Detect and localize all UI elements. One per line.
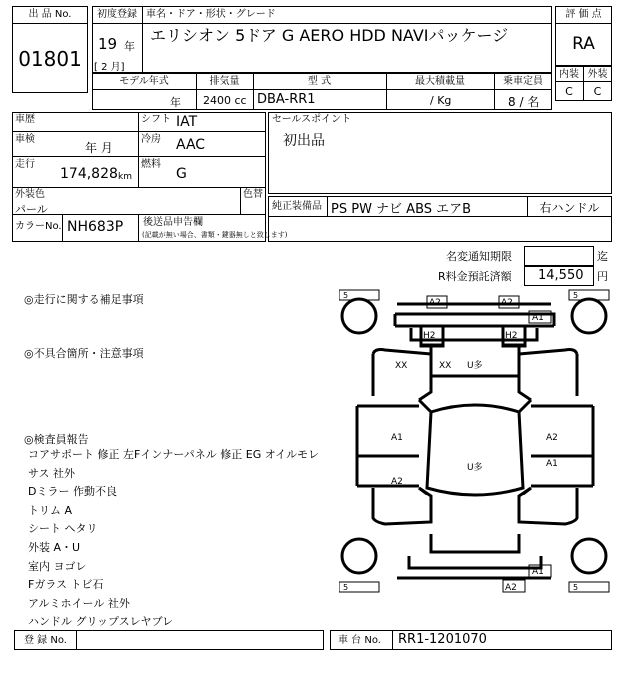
capacity-value: 8 / 名	[508, 95, 540, 109]
shift-value: IAT	[176, 114, 198, 130]
capacity-label: 乗車定員	[503, 76, 543, 87]
type-label: 型 式	[307, 76, 332, 87]
grade-value: RA	[572, 34, 595, 54]
model-year-label: モデル年式	[119, 76, 169, 87]
color-no-label: カラーNo.	[15, 221, 62, 232]
tire-rear-left-icon	[342, 539, 376, 573]
recycle-label: R料金預託済額	[438, 270, 512, 283]
mark-rear-bumper: A2	[505, 583, 517, 593]
car-diagram	[339, 288, 611, 626]
tire-label-fl: 5	[343, 291, 349, 300]
mark-right-rear-door: A1	[546, 459, 558, 469]
tire-front-right-icon	[572, 299, 606, 333]
inspection-label: 車検	[15, 134, 35, 145]
mark-bumper-front-left: A2	[429, 298, 441, 308]
tire-label-rl: 5	[343, 583, 349, 592]
tire-front-left-icon	[342, 299, 376, 333]
mark-bumper-front-right: A2	[501, 298, 513, 308]
inspector-line: アルミホイール 社外	[28, 596, 130, 610]
tire-rear-right-icon	[572, 539, 606, 573]
inspector-line: 室内 ヨゴレ	[28, 559, 87, 573]
color-no-value: NH683P	[67, 219, 124, 235]
name-change-unit: 迄	[597, 250, 608, 263]
inspector-line: トリム A	[28, 503, 73, 517]
chassis-label: 車 台 No.	[338, 635, 381, 646]
sales-label: セールスポイント	[272, 114, 352, 125]
mileage-label: 走行	[15, 159, 35, 170]
aftermarket-note: (記載が無い場合、書類・鍵器無しと致します)	[142, 231, 288, 239]
mileage-unit: km	[118, 172, 132, 182]
displacement-value: 2400 cc	[203, 94, 247, 107]
fuel-value: G	[176, 166, 187, 182]
first-reg-label: 初度登録	[97, 9, 137, 20]
mark-roof: U多	[467, 463, 483, 473]
driving-notes-title: ◎走行に関する補足事項	[24, 293, 144, 306]
ac-label: 冷房	[141, 134, 161, 145]
type-value: DBA-RR1	[257, 92, 316, 107]
tire-label-rr: 5	[573, 583, 579, 592]
inspector-line: シート ヘタリ	[28, 522, 98, 536]
first-reg-month: [ 2 月]	[94, 62, 125, 73]
car-name: エリシオン 5ドア G AERO HDD NAVIパッケージ	[150, 26, 509, 45]
tire-label-fr: 5	[573, 291, 579, 300]
sales-value: 初出品	[283, 133, 325, 149]
name-change-label: 名変通知期限	[446, 250, 512, 263]
car-diagram-svg	[339, 288, 611, 626]
mark-left-rear-door: A2	[391, 477, 403, 487]
reg-label: 登 録 No.	[24, 635, 67, 646]
lot-no-label: 出 品 No.	[28, 9, 72, 20]
mark-left-front-door: A1	[391, 433, 403, 443]
max-load-value: / Kg	[430, 94, 452, 107]
color-label: 外装色	[15, 189, 45, 200]
inspector-line: サス 社外	[28, 466, 76, 480]
mark-rear-bar: A1	[532, 567, 544, 577]
exterior-label: 外装	[587, 69, 608, 80]
mark-interior-left: XX	[395, 361, 408, 371]
equipment-label: 純正装備品	[272, 201, 322, 212]
shift-label: シフト	[141, 114, 171, 125]
recycle-value: 14,550	[538, 268, 584, 283]
mark-interior-mid: XX	[439, 361, 452, 371]
mark-hood-bar: A1	[532, 313, 544, 323]
interior-label: 内装	[559, 69, 579, 80]
inspector-line: ハンドル グリップスレヤブレ	[28, 615, 174, 629]
recycle-unit: 円	[597, 270, 608, 283]
displacement-label: 排気量	[209, 76, 240, 87]
name-label: 車名・ドア・形状・グレード	[146, 9, 276, 20]
first-reg-year: 19	[98, 35, 118, 53]
color-value: パール	[15, 203, 48, 216]
fuel-label: 燃料	[141, 159, 161, 170]
aftermarket-label: 後送品申告欄	[143, 217, 203, 228]
exterior-value: C	[593, 85, 602, 98]
inspector-line: Dミラー 作動不良	[28, 485, 117, 499]
first-reg-year-unit: 年	[124, 40, 135, 53]
inspector-title: ◎検査員報告	[24, 433, 89, 446]
steering-value: 右ハンドル	[539, 201, 600, 215]
grade-label: 評 価 点	[565, 9, 602, 20]
inspector-line: コアサポート 修正 左Fインナーパネル 修正 EG オイルモレ	[28, 448, 320, 461]
inspector-line: 外装 A・U	[28, 541, 81, 554]
chassis-value: RR1-1201070	[398, 632, 487, 647]
equipment-value: PS PW ナビ ABS エアB	[331, 202, 472, 217]
mark-headlight-left: H2	[423, 331, 436, 341]
mark-headlight-right: H2	[505, 331, 518, 341]
interior-value: C	[565, 85, 573, 98]
defects-title: ◎不具合箇所・注意事項	[24, 347, 144, 360]
mileage-value: 174,828	[60, 166, 118, 182]
color-change-label: 色替	[243, 189, 263, 200]
history-label: 車歴	[15, 114, 35, 125]
inspection-value: 年 月	[85, 141, 113, 155]
inspector-line: Fガラス トビ石	[28, 578, 104, 592]
lot-no: 01801	[18, 47, 82, 71]
name-change-field	[524, 246, 594, 266]
mark-interior-right: U多	[467, 361, 483, 371]
mark-right-front-door: A2	[546, 433, 558, 443]
model-year-unit: 年	[170, 96, 181, 109]
max-load-label: 最大積載量	[415, 76, 465, 87]
ac-value: AAC	[176, 137, 206, 153]
